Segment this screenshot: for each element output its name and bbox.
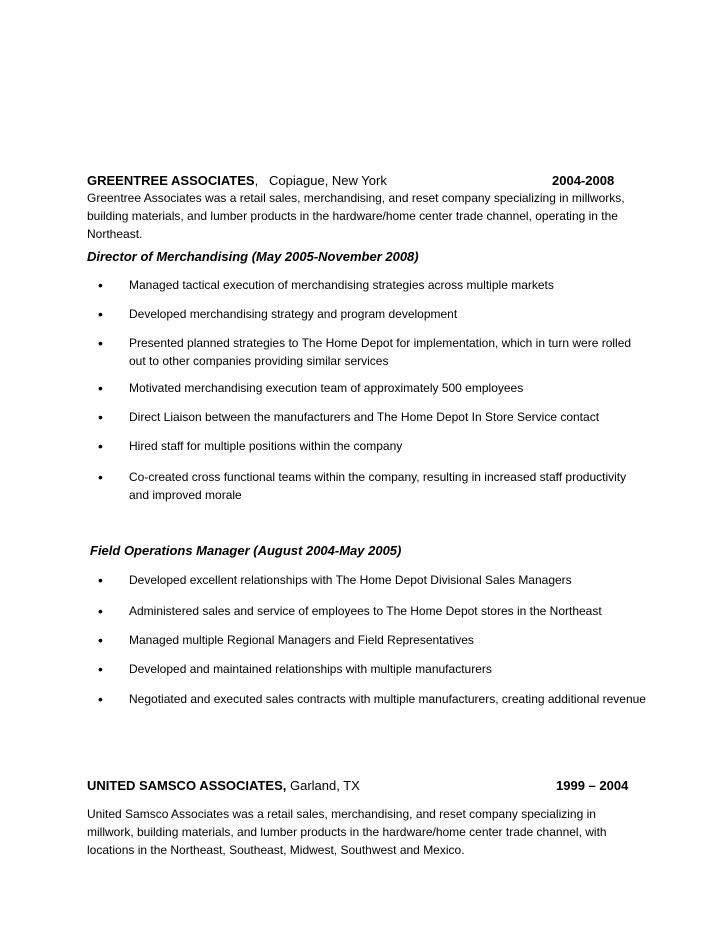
bullet-icon: • — [98, 277, 103, 293]
bullet-icon: • — [98, 438, 103, 454]
company-location: Copiague, New York — [269, 173, 387, 188]
list-item: Direct Liaison between the manufacturers and The Home Depot In Store Service contact — [129, 410, 600, 424]
bullet-icon: • — [98, 469, 103, 485]
employment-dates: 1999 – 2004 — [556, 778, 629, 793]
company-name: GREENTREE ASSOCIATES — [87, 173, 255, 188]
list-item: Negotiated and executed sales contracts with multiple manufacturers, creating additional revenue — [129, 692, 646, 706]
bullet-icon: • — [98, 661, 103, 677]
bullet-icon: • — [98, 572, 103, 588]
bullet-icon: • — [98, 335, 103, 351]
role-title-director: Director of Merchandising (May 2005-November 2008) — [87, 249, 419, 264]
list-item: Managed multiple Regional Managers and Field Representatives — [129, 633, 474, 647]
bullet-icon: • — [98, 380, 103, 396]
bullet-icon: • — [98, 409, 103, 425]
separator: , — [254, 173, 270, 188]
list-item: Administered sales and service of employees to The Home Depot stores in the Northeast — [129, 604, 602, 618]
list-item: Motivated merchandising execution team of approximately 500 employees — [129, 381, 524, 395]
list-item: Developed and maintained relationships with multiple manufacturers — [129, 662, 492, 676]
company-name: UNITED SAMSCO ASSOCIATES, — [87, 778, 287, 793]
bullet-icon: • — [98, 306, 103, 322]
list-item: Presented planned strategies to The Home Depot for implementation, which in turn were rolled out to other companies providing similar services — [129, 336, 632, 368]
list-item: Co-created cross functional teams within the company, resulting in increased staff productivity and improved morale — [129, 470, 627, 502]
bullet-icon: • — [98, 603, 103, 619]
bullet-icon: • — [98, 691, 103, 707]
employment-dates: 2004-2008 — [552, 173, 615, 188]
list-item: Developed excellent relationships with The Home Depot Divisional Sales Managers — [129, 573, 572, 587]
company-description: Greentree Associates was a retail sales, merchandising, and reset company specializing in millworks, building materials, and lumber products in the hardware/home center trade channel, operating in the Northeast. — [87, 191, 625, 241]
role-title-field-ops: Field Operations Manager (August 2004-May 2005) — [90, 543, 402, 558]
list-item: Developed merchandising strategy and program development — [129, 307, 458, 321]
company-description: United Samsco Associates was a retail sales, merchandising, and reset company specializing in millwork, building materials, and lumber products in the hardware/home center trade channel, with locations in the Northeast, Southeast, Midwest, Southwest and Mexico. — [87, 807, 607, 857]
list-item: Managed tactical execution of merchandising strategies across multiple markets — [129, 278, 554, 292]
company-location: Garland, TX — [289, 778, 360, 793]
bullet-icon: • — [98, 632, 103, 648]
list-item: Hired staff for multiple positions within the company — [129, 439, 403, 453]
